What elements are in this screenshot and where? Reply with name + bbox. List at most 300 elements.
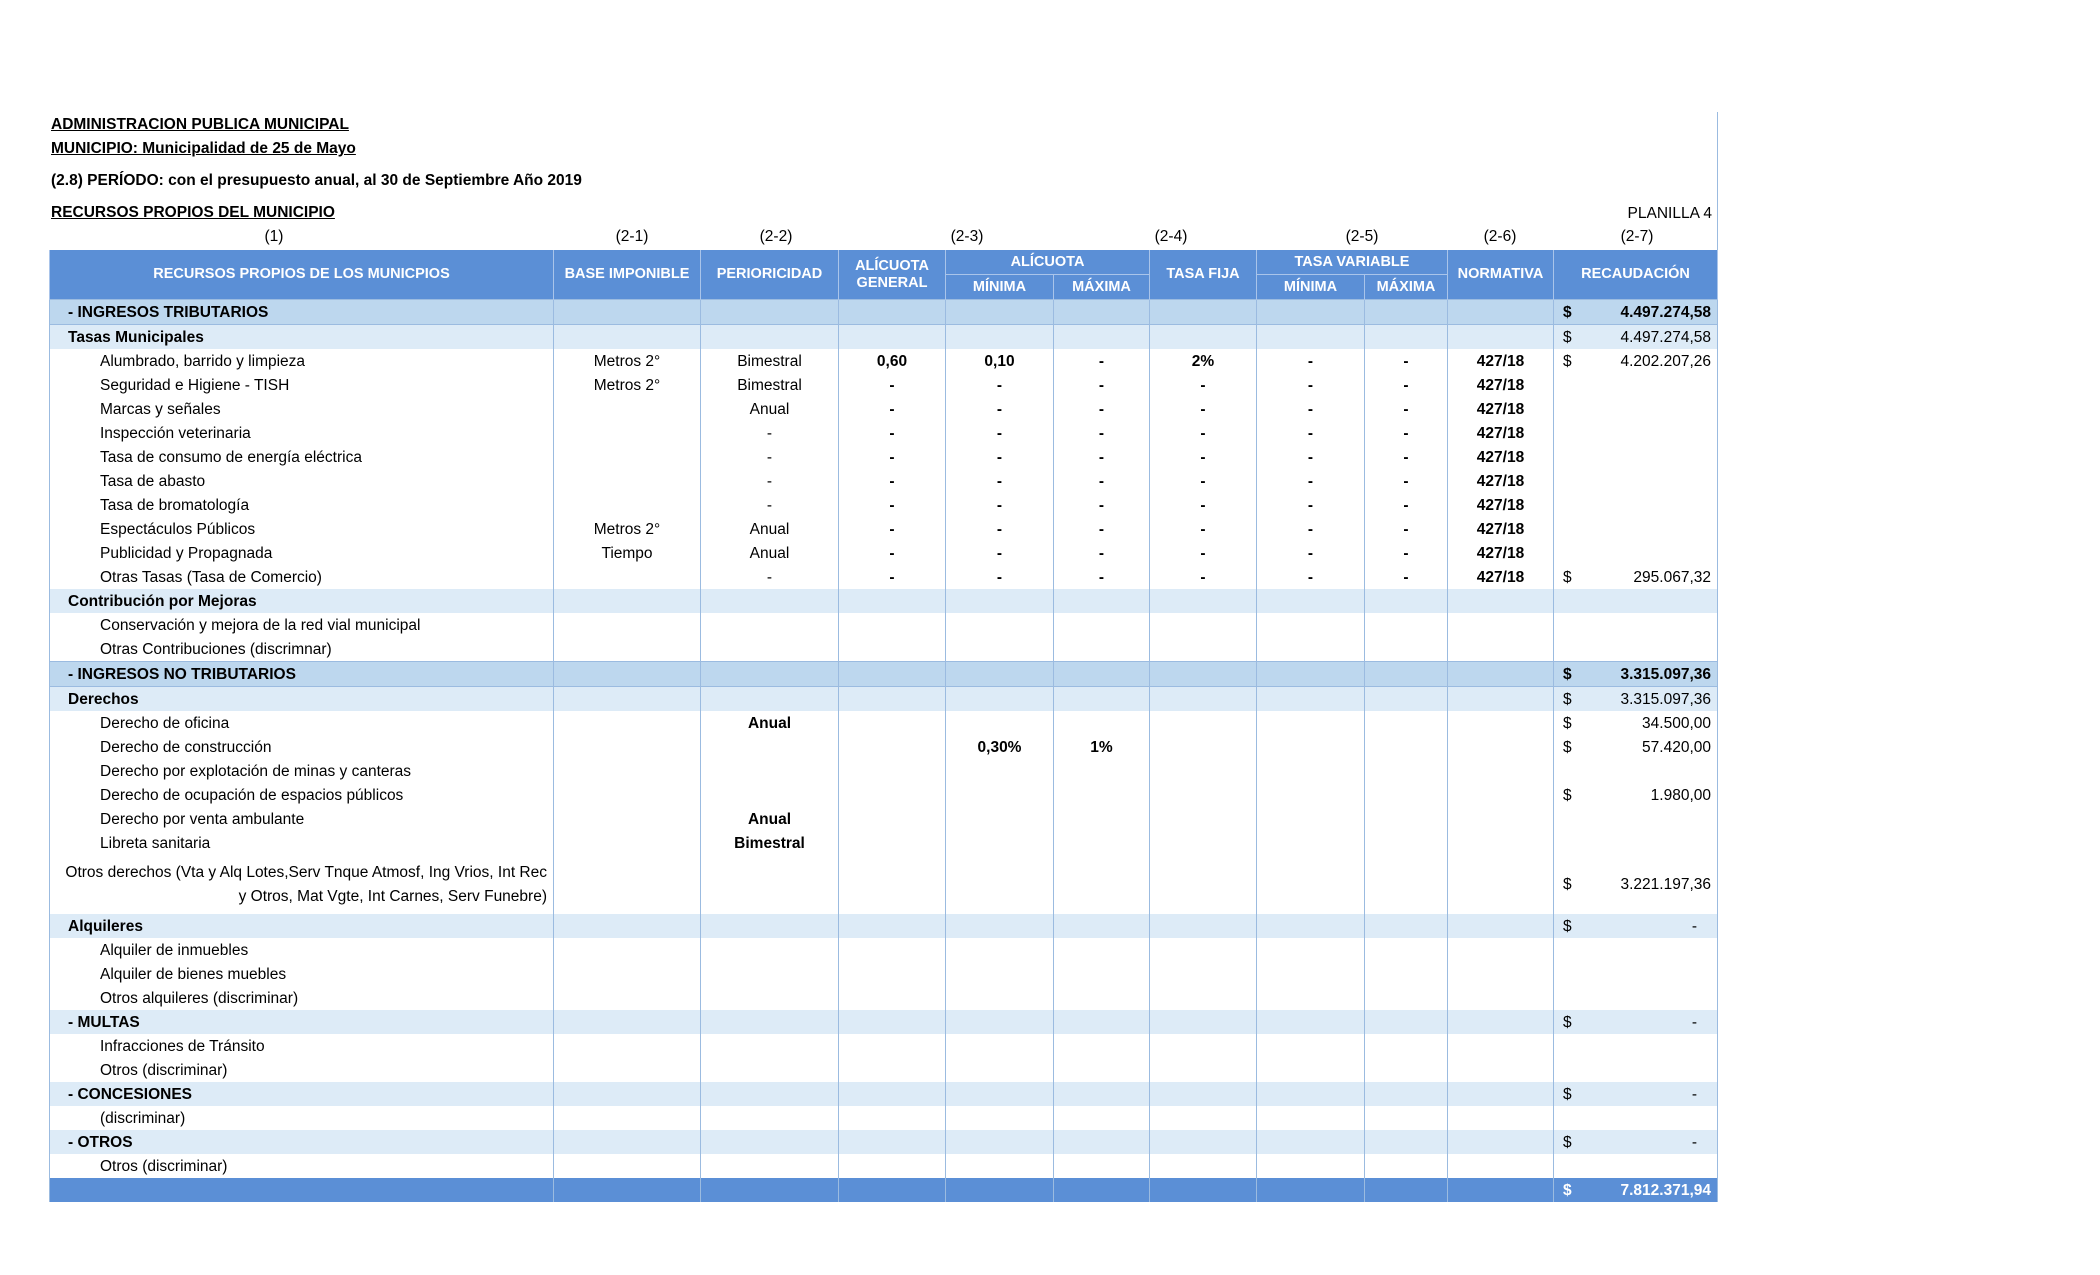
row-label: Alumbrado, barrido y limpieza — [50, 349, 554, 373]
cell-base — [554, 589, 701, 613]
cell-tvmax — [1365, 613, 1448, 637]
cell-base — [554, 1178, 701, 1202]
cell-tvmax — [1365, 589, 1448, 613]
cell-max — [1054, 831, 1150, 855]
table-row — [50, 662, 1718, 687]
cell-recaudacion — [1554, 986, 1718, 1010]
cell-max — [1054, 855, 1150, 914]
cell-per — [701, 1058, 839, 1082]
cell-min: - — [946, 397, 1054, 421]
cell-max — [1054, 300, 1150, 325]
cell-tvmin — [1257, 807, 1365, 831]
cell-base — [554, 759, 701, 783]
cell-per — [701, 613, 839, 637]
cell-max: 1% — [1054, 735, 1150, 759]
cell-min — [946, 1130, 1054, 1154]
planilla-label: PLANILLA 4 — [1627, 205, 1712, 222]
cell-tvmin — [1257, 325, 1365, 350]
cell-per — [701, 783, 839, 807]
cell-tvmin: - — [1257, 565, 1365, 589]
cell-per — [701, 1010, 839, 1034]
table-row — [50, 783, 1718, 807]
cell-base — [554, 469, 701, 493]
cell-tvmin — [1257, 1082, 1365, 1106]
table-row — [50, 300, 1718, 325]
cell-max: - — [1054, 493, 1150, 517]
cell-norm: 427/18 — [1448, 493, 1554, 517]
currency-symbol: $ — [1563, 714, 1572, 732]
table-row — [50, 637, 1718, 662]
row-label: Infracciones de Tránsito — [50, 1034, 554, 1058]
cell-recaudacion — [1554, 1106, 1718, 1130]
cell-max — [1054, 986, 1150, 1010]
currency-symbol: $ — [1563, 738, 1572, 756]
cell-fija — [1150, 807, 1257, 831]
cell-gen — [839, 855, 946, 914]
cell-min — [946, 325, 1054, 350]
cell-max — [1054, 711, 1150, 735]
table-row — [50, 711, 1718, 735]
row-label: Derecho por venta ambulante — [50, 807, 554, 831]
cell-recaudacion — [1554, 962, 1718, 986]
row-label: - OTROS — [50, 1130, 554, 1154]
cell-max: - — [1054, 349, 1150, 373]
cell-min: - — [946, 517, 1054, 541]
cell-gen — [839, 1082, 946, 1106]
cell-recaudacion — [1554, 445, 1718, 469]
row-label: Otras Contribuciones (discrimnar) — [50, 637, 554, 662]
cell-recaudacion — [1554, 855, 1718, 914]
recaudacion-value: 4.497.274,58 — [1620, 328, 1711, 346]
cell-recaudacion — [1554, 1178, 1718, 1202]
cell-recaudacion — [1554, 938, 1718, 962]
cell-tvmin: - — [1257, 397, 1365, 421]
th-alicuota-general — [839, 250, 946, 300]
cell-fija — [1150, 1082, 1257, 1106]
cell-max — [1054, 1178, 1150, 1202]
cell-per — [701, 1106, 839, 1130]
municipio-title: MUNICIPIO: Municipalidad de 25 de Mayo — [51, 140, 356, 157]
cell-per — [701, 986, 839, 1010]
cell-min: - — [946, 469, 1054, 493]
row-label: Otros (discriminar) — [50, 1154, 554, 1178]
cell-max — [1054, 1034, 1150, 1058]
currency-symbol: $ — [1563, 665, 1572, 683]
cell-max — [1054, 687, 1150, 712]
row-label: Derecho de construcción — [50, 735, 554, 759]
cell-fija — [1150, 962, 1257, 986]
cell-recaudacion — [1554, 517, 1718, 541]
cell-gen — [839, 1010, 946, 1034]
cell-per — [701, 735, 839, 759]
recaudacion-value: 295.067,32 — [1633, 568, 1711, 586]
table-row — [50, 517, 1718, 541]
th-tasa-fija: TASA FIJA — [1150, 250, 1257, 300]
cell-max: - — [1054, 469, 1150, 493]
cell-norm — [1448, 711, 1554, 735]
cell-base — [554, 421, 701, 445]
cell-fija — [1150, 637, 1257, 662]
cell-gen: - — [839, 517, 946, 541]
row-label: Libreta sanitaria — [50, 831, 554, 855]
th-alicuota-general-l1: ALÍCUOTA — [855, 257, 929, 274]
currency-symbol: $ — [1563, 876, 1572, 893]
colnum-2-2: (2-2) — [759, 228, 793, 245]
cell-per — [701, 589, 839, 613]
table-row — [50, 986, 1718, 1010]
cell-tvmax — [1365, 783, 1448, 807]
table-row — [50, 1178, 1718, 1202]
cell-gen — [839, 687, 946, 712]
cell-max — [1054, 759, 1150, 783]
cell-recaudacion — [1554, 831, 1718, 855]
recaudacion-value: 57.420,00 — [1642, 738, 1711, 756]
cell-max: - — [1054, 565, 1150, 589]
cell-base — [554, 325, 701, 350]
cell-tvmax — [1365, 831, 1448, 855]
cell-recaudacion — [1554, 687, 1718, 712]
cell-min — [946, 938, 1054, 962]
cell-min: - — [946, 493, 1054, 517]
cell-tvmax: - — [1365, 493, 1448, 517]
cell-min — [946, 1178, 1054, 1202]
cell-base — [554, 1034, 701, 1058]
cell-recaudacion — [1554, 1154, 1718, 1178]
row-label: (discriminar) — [50, 1106, 554, 1130]
cell-gen — [839, 759, 946, 783]
currency-symbol: $ — [1563, 1013, 1572, 1031]
cell-max — [1054, 1058, 1150, 1082]
cell-max — [1054, 938, 1150, 962]
cell-tvmax — [1365, 325, 1448, 350]
cell-tvmax — [1365, 759, 1448, 783]
cell-recaudacion — [1554, 759, 1718, 783]
cell-tvmin — [1257, 637, 1365, 662]
cell-tvmax — [1365, 1130, 1448, 1154]
cell-base — [554, 445, 701, 469]
row-label: Derecho de oficina — [50, 711, 554, 735]
cell-base — [554, 1154, 701, 1178]
cell-fija — [1150, 589, 1257, 613]
cell-recaudacion — [1554, 397, 1718, 421]
cell-recaudacion — [1554, 662, 1718, 687]
page-border-line — [1717, 112, 1718, 252]
cell-max — [1054, 325, 1150, 350]
cell-tvmin — [1257, 783, 1365, 807]
cell-base — [554, 565, 701, 589]
th-alicuota-maxima: MÁXIMA — [1054, 275, 1150, 300]
cell-max — [1054, 589, 1150, 613]
cell-norm: 427/18 — [1448, 445, 1554, 469]
table-row — [50, 914, 1718, 938]
cell-fija — [1150, 735, 1257, 759]
cell-recaudacion — [1554, 349, 1718, 373]
cell-fija — [1150, 1058, 1257, 1082]
table-row — [50, 349, 1718, 373]
cell-recaudacion — [1554, 373, 1718, 397]
cell-tvmax: - — [1365, 541, 1448, 565]
cell-recaudacion — [1554, 300, 1718, 325]
cell-fija — [1150, 759, 1257, 783]
row-label: Inspección veterinaria — [50, 421, 554, 445]
colnum-2-3: (2-3) — [950, 228, 984, 245]
cell-gen — [839, 589, 946, 613]
cell-norm — [1448, 1082, 1554, 1106]
cell-base — [554, 914, 701, 938]
cell-gen — [839, 1178, 946, 1202]
cell-tvmax: - — [1365, 421, 1448, 445]
cell-gen — [839, 783, 946, 807]
cell-per — [701, 637, 839, 662]
cell-per — [701, 1082, 839, 1106]
cell-norm — [1448, 1034, 1554, 1058]
th-alicuota-minima: MÍNIMA — [946, 275, 1054, 300]
cell-norm — [1448, 783, 1554, 807]
cell-per: Bimestral — [701, 373, 839, 397]
cell-gen: - — [839, 421, 946, 445]
cell-norm: 427/18 — [1448, 397, 1554, 421]
cell-min: - — [946, 565, 1054, 589]
cell-fija: - — [1150, 373, 1257, 397]
cell-per — [701, 325, 839, 350]
cell-base — [554, 493, 701, 517]
recaudacion-value: - — [1691, 917, 1697, 935]
cell-per: Bimestral — [701, 349, 839, 373]
row-label: Tasas Municipales — [50, 325, 554, 350]
cell-per: - — [701, 445, 839, 469]
recaudacion-value: 34.500,00 — [1642, 714, 1711, 732]
cell-tvmax — [1365, 938, 1448, 962]
cell-max — [1054, 662, 1150, 687]
cell-tvmin — [1257, 1058, 1365, 1082]
th-alicuota: ALÍCUOTA — [946, 250, 1150, 275]
cell-base — [554, 986, 701, 1010]
colnum-2-1: (2-1) — [615, 228, 649, 245]
cell-base: Tiempo — [554, 541, 701, 565]
colnum-1: (1) — [264, 228, 284, 245]
table-row — [50, 962, 1718, 986]
cell-per — [701, 938, 839, 962]
cell-tvmin — [1257, 938, 1365, 962]
recaudacion-value: - — [1691, 1085, 1697, 1103]
cell-recaudacion — [1554, 589, 1718, 613]
cell-fija — [1150, 986, 1257, 1010]
row-label: - INGRESOS TRIBUTARIOS — [50, 300, 554, 325]
table-row — [50, 445, 1718, 469]
cell-recaudacion — [1554, 565, 1718, 589]
row-label: - CONCESIONES — [50, 1082, 554, 1106]
row-label: Otros derechos (Vta y Alq Lotes,Serv Tnque Atmosf, Ing Vrios, Int Rec y Otros, Mat Vgte, Int Carnes, Serv Funebre) — [50, 855, 554, 914]
cell-fija: - — [1150, 445, 1257, 469]
th-periodicidad: PERIORICIDAD — [701, 250, 839, 300]
cell-min: 0,10 — [946, 349, 1054, 373]
recaudacion-value: - — [1691, 1133, 1697, 1151]
table-row — [50, 1010, 1718, 1034]
cell-min — [946, 300, 1054, 325]
table-row — [50, 565, 1718, 589]
cell-fija — [1150, 914, 1257, 938]
row-label: Publicidad y Propagnada — [50, 541, 554, 565]
cell-recaudacion — [1554, 637, 1718, 662]
table-row — [50, 589, 1718, 613]
table-row — [50, 1106, 1718, 1130]
currency-symbol: $ — [1563, 328, 1572, 346]
cell-fija: - — [1150, 493, 1257, 517]
table-row — [50, 397, 1718, 421]
cell-tvmax — [1365, 1106, 1448, 1130]
cell-tvmax — [1365, 855, 1448, 914]
cell-per — [701, 914, 839, 938]
cell-tvmax: - — [1365, 565, 1448, 589]
cell-gen: - — [839, 469, 946, 493]
cell-tvmax — [1365, 300, 1448, 325]
cell-min — [946, 855, 1054, 914]
cell-fija — [1150, 831, 1257, 855]
cell-per — [701, 1178, 839, 1202]
cell-tvmin — [1257, 1034, 1365, 1058]
cell-base — [554, 687, 701, 712]
cell-norm: 427/18 — [1448, 541, 1554, 565]
currency-symbol: $ — [1563, 1133, 1572, 1151]
cell-base — [554, 1106, 701, 1130]
row-label: Derecho por explotación de minas y canteras — [50, 759, 554, 783]
cell-gen — [839, 914, 946, 938]
cell-norm — [1448, 637, 1554, 662]
recursos-title: RECURSOS PROPIOS DEL MUNICIPIO — [51, 204, 335, 221]
cell-min: - — [946, 421, 1054, 445]
cell-per: - — [701, 565, 839, 589]
row-label: Tasa de abasto — [50, 469, 554, 493]
currency-symbol: $ — [1563, 1181, 1572, 1199]
cell-tvmin — [1257, 735, 1365, 759]
row-label: Otras Tasas (Tasa de Comercio) — [50, 565, 554, 589]
cell-gen: - — [839, 397, 946, 421]
cell-fija — [1150, 1010, 1257, 1034]
currency-symbol: $ — [1563, 303, 1572, 321]
cell-norm — [1448, 938, 1554, 962]
currency-symbol: $ — [1563, 690, 1572, 708]
cell-gen — [839, 1130, 946, 1154]
cell-tvmax: - — [1365, 373, 1448, 397]
cell-min — [946, 662, 1054, 687]
cell-min — [946, 711, 1054, 735]
cell-recaudacion — [1554, 1058, 1718, 1082]
cell-tvmin — [1257, 1106, 1365, 1130]
recaudacion-value: - — [1691, 1013, 1697, 1031]
cell-per: - — [701, 493, 839, 517]
cell-min: 0,30% — [946, 735, 1054, 759]
cell-norm — [1448, 662, 1554, 687]
cell-per — [701, 1034, 839, 1058]
cell-min — [946, 589, 1054, 613]
cell-gen — [839, 986, 946, 1010]
cell-norm — [1448, 1058, 1554, 1082]
cell-recaudacion — [1554, 1010, 1718, 1034]
cell-norm: 427/18 — [1448, 565, 1554, 589]
th-tv-minima: MÍNIMA — [1257, 275, 1365, 300]
cell-fija — [1150, 783, 1257, 807]
cell-recaudacion — [1554, 783, 1718, 807]
cell-tvmax — [1365, 735, 1448, 759]
cell-recaudacion — [1554, 613, 1718, 637]
cell-base: Metros 2° — [554, 517, 701, 541]
cell-per: - — [701, 421, 839, 445]
cell-gen — [839, 662, 946, 687]
cell-max — [1054, 914, 1150, 938]
cell-fija: - — [1150, 469, 1257, 493]
cell-tvmin — [1257, 986, 1365, 1010]
th-normativa: NORMATIVA — [1448, 250, 1554, 300]
row-label: Otros alquileres (discriminar) — [50, 986, 554, 1010]
cell-tvmax: - — [1365, 445, 1448, 469]
cell-norm — [1448, 1106, 1554, 1130]
cell-per: Anual — [701, 541, 839, 565]
cell-tvmin — [1257, 1130, 1365, 1154]
cell-norm — [1448, 986, 1554, 1010]
cell-gen — [839, 613, 946, 637]
recursos-table — [49, 250, 1718, 1202]
colnum-2-4: (2-4) — [1154, 228, 1188, 245]
cell-gen — [839, 1154, 946, 1178]
cell-recaudacion — [1554, 735, 1718, 759]
cell-base — [554, 735, 701, 759]
cell-gen: - — [839, 373, 946, 397]
cell-recaudacion — [1554, 807, 1718, 831]
cell-tvmin — [1257, 300, 1365, 325]
cell-min — [946, 613, 1054, 637]
cell-gen — [839, 1034, 946, 1058]
cell-base — [554, 1010, 701, 1034]
cell-norm — [1448, 589, 1554, 613]
cell-norm: 427/18 — [1448, 373, 1554, 397]
row-label: Tasa de bromatología — [50, 493, 554, 517]
cell-min: - — [946, 445, 1054, 469]
cell-base — [554, 613, 701, 637]
row-label: Derecho de ocupación de espacios públicos — [50, 783, 554, 807]
cell-min — [946, 687, 1054, 712]
cell-tvmin: - — [1257, 493, 1365, 517]
cell-tvmax — [1365, 1178, 1448, 1202]
cell-norm — [1448, 962, 1554, 986]
cell-norm — [1448, 687, 1554, 712]
cell-max: - — [1054, 373, 1150, 397]
cell-tvmax — [1365, 986, 1448, 1010]
cell-tvmax — [1365, 962, 1448, 986]
cell-tvmax — [1365, 1082, 1448, 1106]
cell-min: - — [946, 541, 1054, 565]
cell-per: Anual — [701, 711, 839, 735]
currency-symbol: $ — [1563, 568, 1572, 586]
cell-norm — [1448, 300, 1554, 325]
cell-base — [554, 662, 701, 687]
admin-title: ADMINISTRACION PUBLICA MUNICIPAL — [51, 116, 349, 133]
cell-per: Bimestral — [701, 831, 839, 855]
cell-base — [554, 807, 701, 831]
cell-fija: - — [1150, 517, 1257, 541]
row-label: Marcas y señales — [50, 397, 554, 421]
cell-norm — [1448, 613, 1554, 637]
cell-per — [701, 855, 839, 914]
table-body — [50, 300, 1718, 1203]
cell-norm — [1448, 831, 1554, 855]
cell-base — [554, 1082, 701, 1106]
table-row — [50, 1130, 1718, 1154]
row-label: Otros (discriminar) — [50, 1058, 554, 1082]
colnum-2-7: (2-7) — [1620, 228, 1654, 245]
cell-tvmin — [1257, 589, 1365, 613]
currency-symbol: $ — [1563, 786, 1572, 804]
cell-recaudacion — [1554, 493, 1718, 517]
